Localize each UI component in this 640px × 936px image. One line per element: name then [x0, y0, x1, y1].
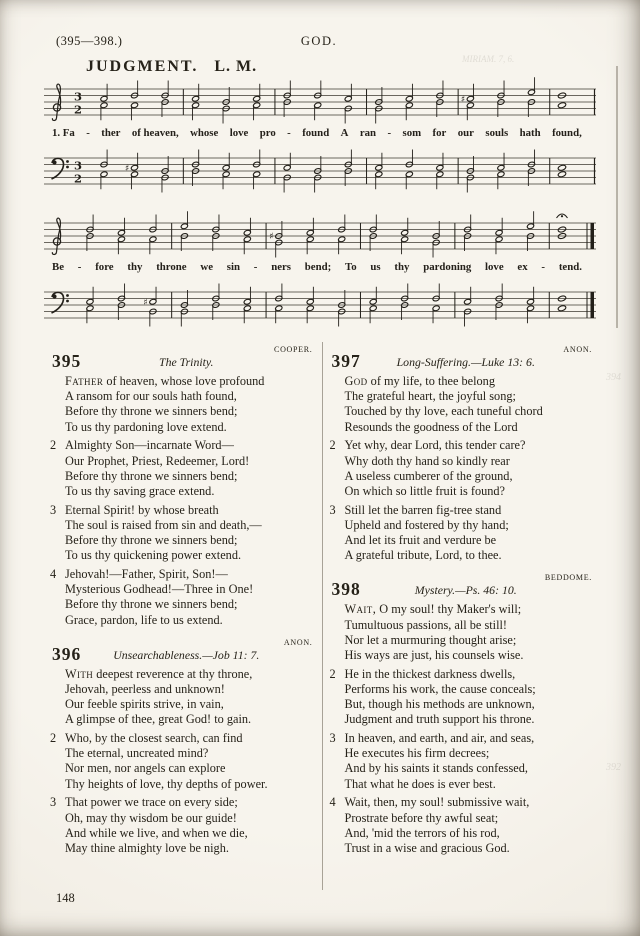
- lyric-syllable: thy: [394, 261, 410, 273]
- bass-clef-icon: [52, 292, 69, 313]
- verse-line: But, though his methods are unknown,: [344, 697, 535, 712]
- lyric-syllable: sin: [226, 261, 240, 273]
- lyric-syllable: -: [77, 261, 82, 273]
- hymn-author: ANON.: [283, 637, 313, 647]
- verse-number: [50, 374, 65, 435]
- verse-line: To us thy pardoning love extend.: [65, 419, 227, 434]
- lyric-syllable: -: [287, 127, 291, 139]
- verse-number: 3: [50, 795, 57, 810]
- verse: [330, 731, 595, 792]
- verse: [330, 795, 595, 856]
- hymn-398: [330, 572, 595, 856]
- sharp-accidental-icon: ♯: [460, 94, 466, 105]
- verse: [50, 374, 315, 435]
- verse-line: Nor men, nor angels can explore: [65, 761, 226, 776]
- column-divider-rule: [322, 342, 323, 890]
- lyric-syllable: ran: [359, 127, 377, 139]
- verse-line: Thy heights of love, thy depths of power.: [65, 776, 268, 791]
- verse-line: The eternal, uncreated mind?: [65, 746, 209, 761]
- verse-line: Our Prophet, Priest, Redeemer, Lord!: [65, 453, 250, 468]
- verse-line: Father of heaven, whose love profound: [65, 374, 265, 388]
- verse-line: To us thy saving grace extend.: [65, 483, 215, 498]
- note-head: [557, 171, 566, 178]
- verse-line: In heaven, and earth, and air, and seas,: [344, 731, 535, 746]
- verse-lines: [345, 438, 595, 499]
- lyric-syllable: of heaven,: [131, 127, 179, 139]
- verse-line: A useless cumberer of the ground,: [344, 468, 513, 483]
- lyric-syllable: -: [253, 261, 258, 273]
- verse-line: He executes his firm decrees;: [344, 746, 490, 761]
- page-header: [50, 34, 588, 50]
- verse-line: Wait, O my soul! thy Maker's will;: [344, 602, 522, 617]
- verse-line: Before thy throne we sinners bend;: [65, 468, 238, 483]
- hymn-author: BEDDOME.: [544, 573, 592, 583]
- verse-line: Wait, then, my soul! submissive wait,: [344, 795, 530, 810]
- verse-line: His ways are just, his counsels wise.: [344, 648, 524, 663]
- verse: [50, 667, 315, 728]
- verse-number: 2: [50, 731, 57, 746]
- hymn-395: [50, 344, 315, 628]
- verse: [50, 795, 315, 856]
- verse: [330, 602, 595, 663]
- lyric-syllable: throne: [156, 261, 187, 273]
- verse-line: Still let the barren fig-tree stand: [344, 502, 502, 517]
- verse-line: Upheld and fostered by thy hand;: [344, 517, 509, 532]
- show-through-ghost-text: MIRIAM. 7, 6.: [462, 54, 515, 64]
- verse-line: The soul is raised from sin and death,—: [65, 517, 262, 532]
- hymn-title: Mystery.—Ps. 46: 10.: [414, 583, 517, 598]
- lyric-syllable: found: [302, 127, 330, 139]
- verse-line: With deepest reverence at thy throne,: [65, 666, 253, 681]
- verse-line: To us thy quickening power extend.: [65, 548, 242, 563]
- lyric-syllable: ners: [271, 261, 291, 273]
- lyric-line-2: [52, 261, 582, 273]
- show-through-ghost-text: 392: [606, 762, 621, 773]
- hymn-396: [50, 637, 315, 856]
- hymn-heading: [50, 344, 315, 370]
- small-caps-incipit: Wait,: [344, 602, 377, 617]
- verse: [330, 438, 595, 499]
- hymn-title: Unsearchableness.—Job 11: 7.: [113, 647, 260, 662]
- verse-lines: [65, 795, 315, 856]
- lyric-syllable: thy: [127, 261, 143, 273]
- verse-line: And by his saints it stands confessed,: [344, 761, 528, 776]
- verse-line: He in the thickest darkness dwells,: [344, 666, 516, 681]
- hymn-number: 395: [52, 351, 82, 371]
- verse: [330, 374, 595, 435]
- verse-line: Why doth thy hand so kindly rear: [344, 453, 510, 468]
- lyric-syllable: our: [457, 127, 474, 139]
- lyric-syllable: ther: [101, 127, 121, 139]
- tune-meter: L. M.: [214, 58, 258, 75]
- verse-lines: [65, 374, 315, 435]
- verse-line: Touched by thy love, each tuneful chord: [344, 404, 543, 419]
- note-head: [557, 305, 566, 312]
- hymn-number-range: (395—398.): [56, 34, 123, 48]
- hymn-heading: [50, 637, 315, 663]
- time-signature: 3: [73, 89, 83, 104]
- small-caps-incipit: With: [65, 666, 94, 681]
- verse-number: [50, 667, 65, 728]
- final-bar-line: [591, 292, 595, 318]
- verse-line: Grace, pardon, life to us extend.: [65, 612, 223, 627]
- hymn-text-columns: [46, 338, 598, 910]
- verse-line: Trust in a wise and gracious God.: [344, 840, 510, 855]
- section-title: GOD.: [300, 34, 338, 48]
- hymn-title: The Trinity.: [159, 355, 214, 369]
- lyric-syllable: love: [485, 261, 504, 273]
- verse-line: Judgment and truth support his throne.: [344, 712, 535, 727]
- verse-lines: [345, 374, 595, 435]
- note-head: [557, 102, 566, 109]
- verse-lines: [65, 667, 315, 728]
- verse-line: A glimpse of thee, great God! to gain.: [65, 712, 252, 727]
- lyric-syllable: tend.: [558, 261, 582, 273]
- lyric-syllable: for: [432, 127, 447, 139]
- verse-line: A grateful tribute, Lord, to thee.: [344, 548, 502, 563]
- verse-lines: [65, 438, 315, 499]
- verse-lines: [65, 503, 315, 564]
- verse-lines: [65, 567, 315, 628]
- time-signature: 3: [73, 158, 83, 173]
- page-number: 148: [56, 891, 75, 905]
- bass-clef-icon: [52, 158, 69, 179]
- lyric-syllable: pardoning: [423, 261, 472, 273]
- lyric-syllable: we: [200, 261, 213, 273]
- verse-number: 2: [50, 438, 57, 453]
- verse-number: 2: [329, 438, 336, 453]
- verse-line: And, 'mid the terrors of his rod,: [344, 825, 500, 840]
- hymn-heading: [330, 344, 595, 370]
- verse-lines: [345, 602, 595, 663]
- hymn-column-left: [46, 338, 319, 910]
- verse-line: Eternal Spirit! by whose breath: [65, 502, 219, 517]
- verse-line: Mysterious Godhead!—Three in One!: [65, 582, 254, 597]
- time-signature: 2: [73, 102, 83, 117]
- lyric-syllable: -: [541, 261, 546, 273]
- verse-lines: [345, 731, 595, 792]
- hymn-author: ANON.: [563, 345, 592, 354]
- hymn-heading: [330, 572, 595, 598]
- lyric-syllable: ex: [517, 261, 528, 273]
- verse-line: Performs his work, the cause conceals;: [344, 681, 536, 696]
- verse-number: [330, 374, 345, 435]
- verse: [50, 567, 315, 628]
- lyric-syllable: Be: [52, 261, 64, 273]
- verse-line: Before thy throne we sinners bend;: [65, 533, 238, 548]
- lyric-syllable: found,: [552, 127, 582, 139]
- verse-line: And let its fruit and verdure be: [344, 533, 497, 548]
- verse-line: Tumultuous passions, all be still!: [344, 617, 507, 632]
- verse-lines: [65, 731, 315, 792]
- sharp-accidental-icon: ♯: [143, 297, 148, 308]
- hymn-author: COOPER.: [274, 345, 313, 354]
- verse-line: Resounds the goodness of the Lord: [344, 419, 518, 434]
- hymn-397: [330, 344, 595, 563]
- music-system-1: [44, 84, 596, 204]
- sharp-accidental-icon: ♯: [125, 163, 130, 174]
- hymn-number: 398: [331, 579, 361, 600]
- final-bar-line: [591, 223, 595, 249]
- verse-line: May thine almighty love be nigh.: [65, 840, 229, 855]
- verse-number: 3: [50, 502, 57, 517]
- verse-line: Prostrate before thy awful seat;: [344, 810, 499, 825]
- verse-number: 3: [329, 502, 336, 517]
- sharp-accidental-icon: ♯: [269, 232, 274, 242]
- music-system-2: [44, 218, 596, 338]
- tune-name: JUDGMENT.: [86, 58, 199, 75]
- verse: [50, 731, 315, 792]
- verse-line: Oh, may thy wisdom be our guide!: [65, 810, 237, 825]
- verse-lines: [345, 503, 595, 564]
- lyric-syllable: To: [345, 261, 357, 273]
- lyric-syllable: hath: [519, 127, 541, 139]
- hymn-title: Long-Suffering.—Luke 13: 6.: [396, 355, 535, 369]
- verse-line: Jehovah!—Father, Spirit, Son!—: [65, 566, 228, 581]
- lyric-syllable: love: [229, 127, 249, 139]
- time-signature: 2: [73, 171, 83, 186]
- verse-line: Before thy throne we sinners bend;: [65, 404, 238, 419]
- verse-lines: [345, 667, 595, 728]
- verse: [50, 503, 315, 564]
- lyric-syllable: A: [340, 127, 349, 139]
- verse-line: Almighty Son—incarnate Word—: [65, 438, 234, 453]
- verse: [330, 503, 595, 564]
- verse-line: Our feeble spirits strive, in vain,: [65, 697, 224, 712]
- verse-line: That what he does is ever best.: [344, 776, 496, 791]
- lyric-syllable: us: [370, 261, 381, 273]
- verse: [50, 438, 315, 499]
- small-caps-incipit: Father: [65, 374, 104, 388]
- lyric-syllable: som: [402, 127, 422, 139]
- verse: [330, 667, 595, 728]
- lyric-syllable: -: [86, 127, 90, 139]
- lyric-line-1: [52, 127, 582, 139]
- lyric-syllable: whose: [190, 127, 219, 139]
- hymn-number: 397: [331, 351, 361, 371]
- hymn-column-right: [326, 338, 599, 910]
- lyric-syllable: souls: [485, 127, 509, 139]
- verse-line: God of my life, to thee belong: [344, 374, 495, 388]
- lyric-syllable: fore: [95, 261, 114, 273]
- verse-line: A ransom for our souls hath found,: [65, 389, 237, 404]
- verse-number: 4: [329, 795, 336, 810]
- verse-line: The grateful heart, the joyful song;: [344, 389, 516, 404]
- verse-line: Before thy throne we sinners bend;: [65, 597, 238, 612]
- verse-lines: [345, 795, 595, 856]
- verse-line: That power we trace on every side;: [65, 795, 238, 810]
- verse-line: Yet why, dear Lord, this tender care?: [344, 438, 526, 453]
- lyric-syllable: bend;: [304, 261, 332, 273]
- verse-line: Jehovah, peerless and unknown!: [65, 681, 225, 696]
- hymn-number: 396: [52, 643, 82, 664]
- verse-line: And while we live, and when we die,: [65, 825, 248, 840]
- lyric-syllable: pro: [259, 127, 276, 139]
- note-head: [557, 164, 566, 171]
- verse-line: On which so little fruit is found?: [344, 483, 506, 498]
- lyric-syllable: -: [387, 127, 392, 139]
- scan-artifact-line: [616, 66, 618, 328]
- small-caps-incipit: God: [344, 374, 368, 388]
- verse-number: 3: [329, 731, 336, 746]
- lyric-syllable: 1. Fa: [52, 127, 75, 139]
- show-through-ghost-text: 394: [606, 372, 621, 383]
- verse-number: 4: [50, 566, 57, 581]
- verse-line: Who, by the closest search, can find: [65, 731, 243, 746]
- tune-title: [86, 58, 257, 76]
- verse-number: [330, 602, 345, 663]
- verse-line: Nor let a murmuring thought arise;: [344, 632, 517, 647]
- verse-number: 2: [329, 666, 336, 681]
